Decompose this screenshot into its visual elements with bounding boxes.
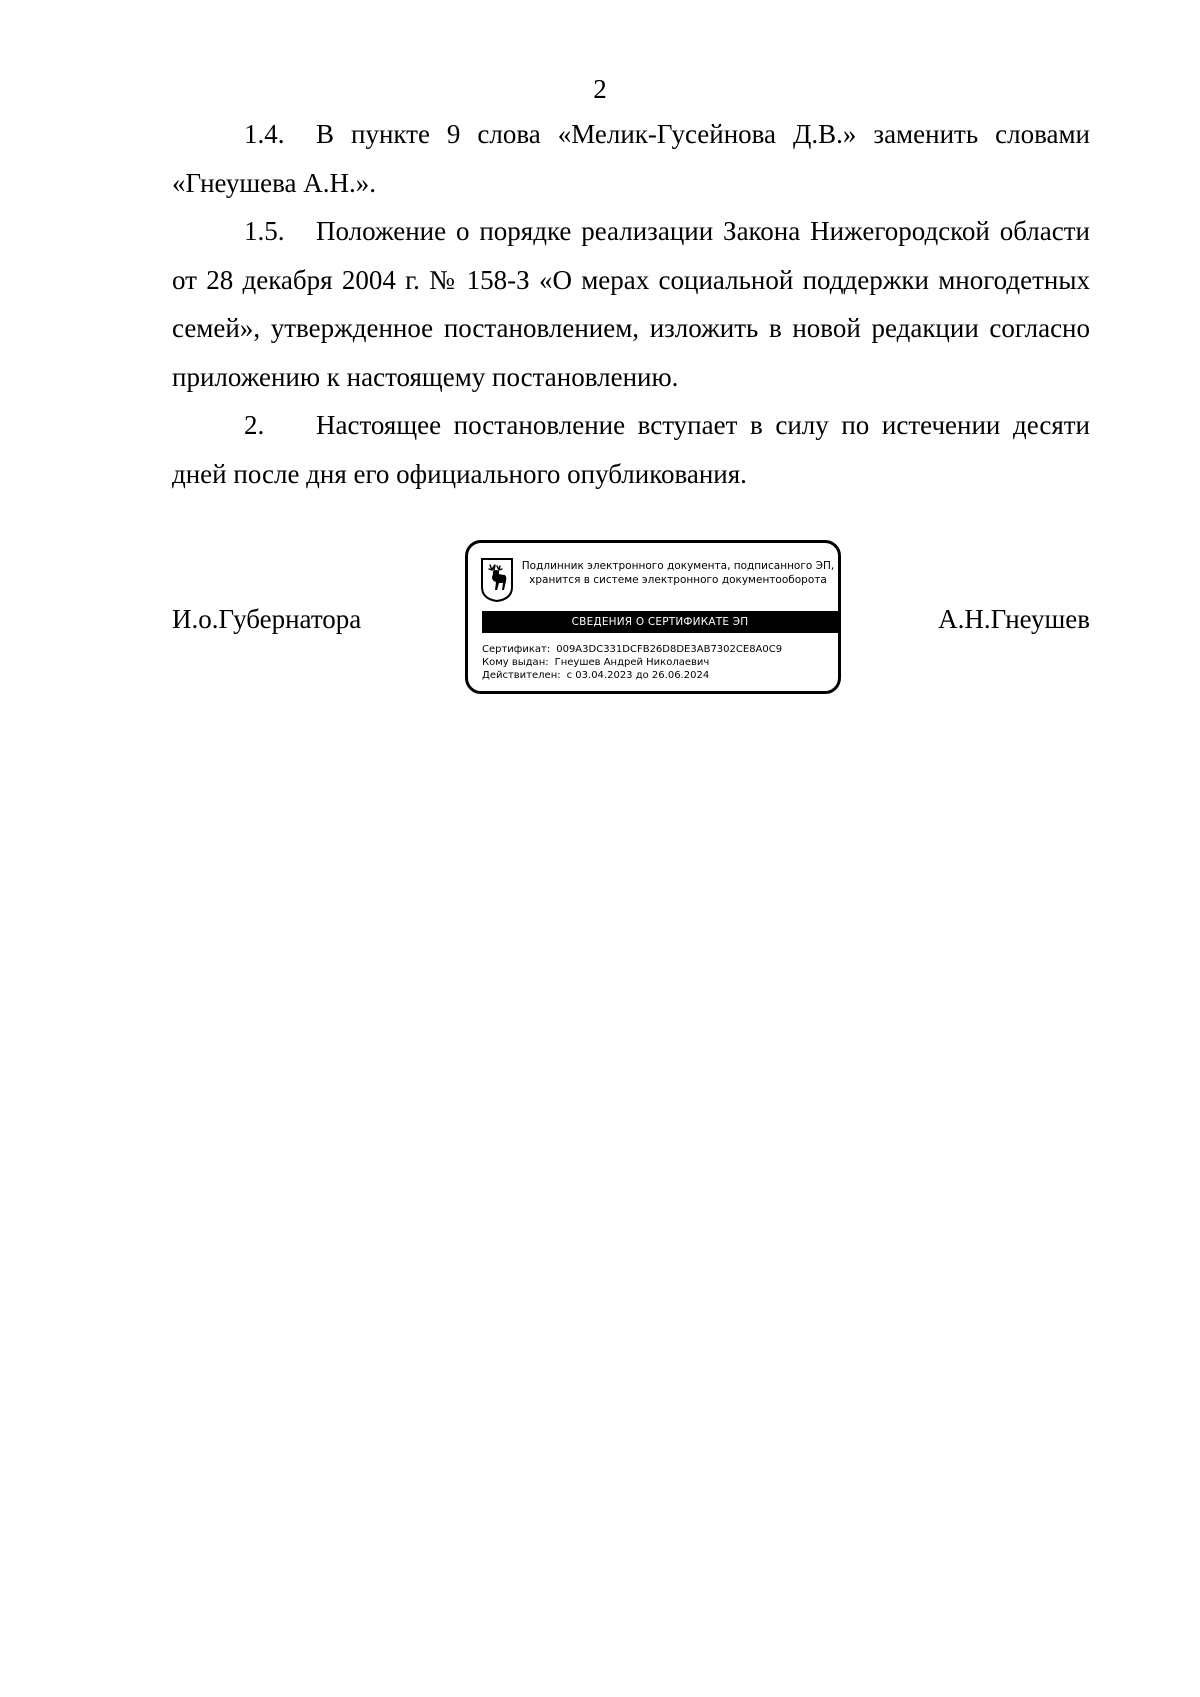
signature-block: [172, 540, 1090, 700]
document-body: [172, 110, 1090, 498]
paragraph-text: В пункте 9 слова «Мелик-Гусейнова Д.В.» заменить словами «Гнеушева А.Н.».: [172, 119, 1090, 198]
electronic-signature-stamp: [465, 540, 841, 694]
stamp-caption: [520, 559, 836, 587]
paragraph-number: 2.: [244, 410, 265, 440]
issued-to-value: Гнеушев Андрей Николаевич: [554, 657, 710, 668]
certificate-row: [482, 643, 838, 656]
paragraph-number: 1.4.: [244, 119, 285, 149]
issued-to-row: [482, 656, 838, 669]
deer-coat-of-arms-icon: [480, 557, 514, 603]
paragraph-text: Настоящее постановление вступает в силу по истечении десяти дней после дня его официального опубликования.: [172, 410, 1090, 489]
validity-row: [482, 669, 838, 682]
page-number: 2: [593, 74, 607, 104]
signatory-position: И.о.Губернатора: [172, 604, 362, 634]
validity-label: Действителен:: [482, 670, 561, 681]
certificate-label: Сертификат:: [482, 644, 551, 655]
paragraph-1-5: [172, 207, 1090, 401]
stamp-caption-line: Подлинник электронного документа, подписанного ЭП,: [521, 560, 835, 572]
paragraph-text: Положение о порядке реализации Закона Нижегородской области от 28 декабря 2004 г. № 158-З «О мерах социальной поддержки многодетных семей», утвержденное постановлением, изложить в новой редакции согласно приложению к настоящему постановлению.: [172, 216, 1090, 392]
paragraph-2: [172, 401, 1090, 498]
paragraph-number: 1.5.: [244, 216, 285, 246]
paragraph-1-4: [172, 110, 1090, 207]
certificate-value: 009A3DC331DCFB26D8DE3AB7302CE8A0C9: [556, 644, 783, 655]
validity-value: с 03.04.2023 до 26.06.2024: [566, 670, 710, 681]
signatory-name: А.Н.Гнеушев: [938, 604, 1090, 634]
issued-to-label: Кому выдан:: [482, 657, 549, 668]
certificate-info-title: СВЕДЕНИЯ О СЕРТИФИКАТЕ ЭП: [482, 611, 838, 633]
certificate-details: [482, 643, 838, 682]
stamp-caption-line: хранится в системе электронного документооборота: [529, 574, 827, 586]
